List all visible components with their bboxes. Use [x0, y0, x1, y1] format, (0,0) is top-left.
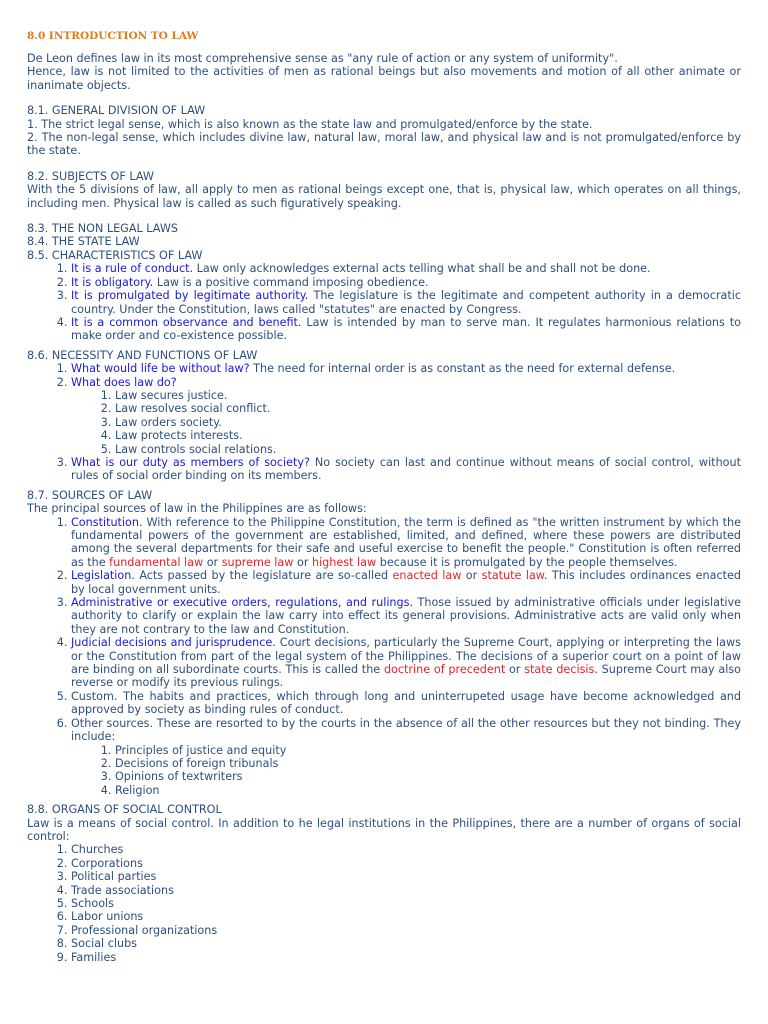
list-item: 2. What does law do? 1. Law secures justice. 2. Law resolves social conflict. 3. Law orders society. 4. Law protects interests. 5. Law controls social relations. [71, 376, 741, 456]
list-item: 3. Law orders society. [115, 416, 741, 429]
characteristics-list [27, 262, 741, 342]
document-page [27, 30, 741, 964]
list-item: 1. It is a rule of conduct. Law only acknowledges external acts telling what shall be and shall not be done. [71, 262, 741, 275]
sources-list [27, 516, 741, 798]
section-heading: 8.8. ORGANS OF SOCIAL CONTROL [27, 803, 222, 817]
list-item: 5. Law controls social relations. [115, 443, 741, 456]
list-item: 4. Law protects interests. [115, 429, 741, 442]
section-heading: 8.7. SOURCES OF LAW [27, 488, 153, 502]
list-item: 1. Law secures justice. [115, 389, 741, 402]
list-item: 3. What is our duty as members of society? No society can last and continue without means of social control, without rules of social order binding on its members. [71, 456, 741, 483]
list-item: 4. Religion [115, 784, 741, 797]
necessity-list [27, 362, 741, 483]
section-heading: 8.2. SUBJECTS OF LAW [27, 169, 154, 183]
document-title: 8.0 INTRODUCTION TO LAW [27, 30, 199, 42]
list-item: 4. Trade associations [71, 884, 741, 897]
list-item: 1. Churches [71, 843, 741, 856]
organs-list [27, 843, 741, 964]
section-heading: 8.5. CHARACTERISTICS OF LAW [27, 248, 203, 262]
list-item: 5. Schools [71, 897, 741, 910]
list-item: 4. It is a common observance and benefit. Law is intended by man to serve man. It regulates harmonious relations to make order and co-existence possible. [71, 316, 741, 343]
intro-line: Hence, law is not limited to the activities of men as rational beings but also movements and motion of all other animate or inanimate objects. [27, 65, 741, 92]
list-item: 1. Constitution. With reference to the Philippine Constitution, the term is defined as "the written instrument by which the fundamental powers of the government are established, limited, and defined, where these powers are distributed among the several departments for their safe and useful exercise to benefit the people." Constitution is often referred as the fundamental law or supreme law or highest law because it is promulgated by the people themselves. [71, 516, 741, 570]
list-item: 4. Judicial decisions and jurisprudence. Court decisions, particularly the Supreme Court, applying or interpreting the laws or the Constitution from part of the legal system of the Philippines. The decisions of a superior court on a point of law are binding on all subordinate courts. This is called the doctrine of precedent or state decisis. Supreme Court may also reverse or modify its previous rulings. [71, 636, 741, 690]
paragraph: With the 5 divisions of law, all apply to men as rational beings except one, that is, physical law, which operates on all things, including men. Physical law is called as such figuratively speaking. [27, 183, 741, 210]
list-item: 3. Opinions of textwriters [115, 770, 741, 783]
list-item: 2. It is obligatory. Law is a positive command imposing obedience. [71, 276, 741, 289]
sub-list [71, 389, 741, 456]
intro-line: De Leon defines law in its most comprehensive sense as "any rule of action or any system of uniformity". [27, 52, 618, 65]
sub-list [71, 744, 741, 798]
paragraph: The principal sources of law in the Philippines are as follows: [27, 502, 367, 516]
list-item: 8. Social clubs [71, 937, 741, 950]
section-heading: 8.6. NECESSITY AND FUNCTIONS OF LAW [27, 348, 258, 362]
section-heading: 8.4. THE STATE LAW [27, 235, 140, 249]
list-item: 7. Professional organizations [71, 924, 741, 937]
paragraph: 1. The strict legal sense, which is also known as the state law and promulgated/enforce by the state. [27, 117, 593, 131]
list-item: 2. Corporations [71, 857, 741, 870]
list-item: 6. Labor unions [71, 910, 741, 923]
paragraph: Law is a means of social control. In addition to he legal institutions in the Philippines, there are a number of organs of social control: [27, 816, 741, 843]
list-item: 3. Administrative or executive orders, regulations, and rulings. Those issued by administrative officials under legislative authority to clarify or explain the law carry into effect its general provisions. Administrative acts are valid only when they are not contrary to the law and Constitution. [71, 596, 741, 636]
section-heading: 8.3. THE NON LEGAL LAWS [27, 222, 178, 236]
list-item: 3. It is promulgated by legitimate authority. The legislature is the legitimate and competent authority in a democratic country. Under the Constitution, laws called "statutes" are enacted by Congress. [71, 289, 741, 316]
list-item: 1. What would life be without law? The need for internal order is as constant as the need for external defense. [71, 362, 741, 375]
paragraph: 2. The non-legal sense, which includes divine law, natural law, moral law, and physical law and is not promulgated/enforce by the state. [27, 131, 741, 158]
list-item: 3. Political parties [71, 870, 741, 883]
list-item: 6. Other sources. These are resorted to by the courts in the absence of all the other resources but they not binding. They include: 1. Principles of justice and equity 2. Decisions of foreign tribunals 3. Opinions of textwriters 4. Religion [71, 717, 741, 797]
list-item: 5. Custom. The habits and practices, which through long and uninterrupeted usage have become acknowledged and approved by society as binding rules of conduct. [71, 690, 741, 717]
list-item: 9. Families [71, 951, 741, 964]
list-item: 2. Legislation. Acts passed by the legislature are so-called enacted law or statute law. This includes ordinances enacted by local government units. [71, 569, 741, 596]
list-item: 2. Law resolves social conflict. [115, 402, 741, 415]
section-heading: 8.1. GENERAL DIVISION OF LAW [27, 104, 206, 118]
list-item: 2. Decisions of foreign tribunals [115, 757, 741, 770]
list-item: 1. Principles of justice and equity [115, 744, 741, 757]
